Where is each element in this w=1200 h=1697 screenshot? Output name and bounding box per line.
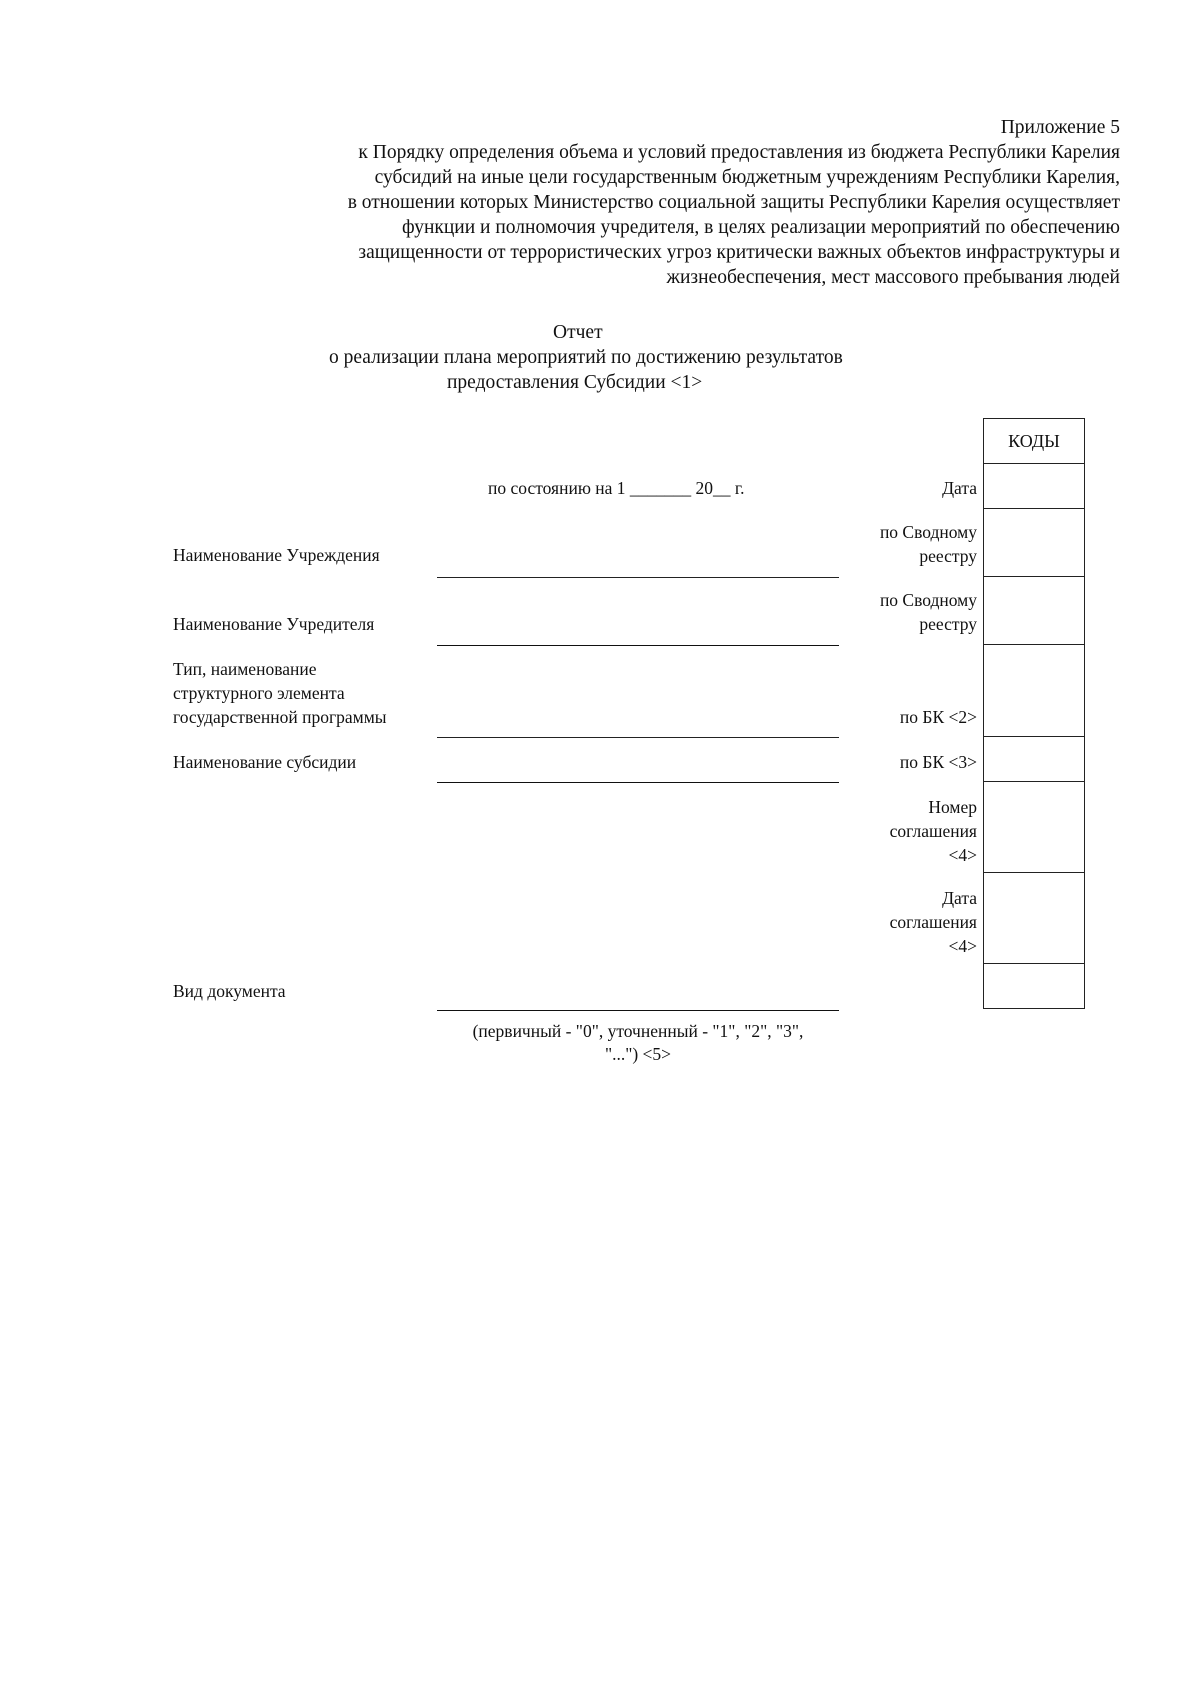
- doc-type-hint-line-1: (первичный - "0", уточненный - "1", "2", "3",: [472, 1021, 804, 1041]
- code-label-agreement-number: [890, 795, 977, 867]
- appendix-line-5: функции и полномочия учредителя, в целях реализации мероприятий по обеспечению: [402, 217, 1120, 238]
- code-label-agreement-number-line-3: <4>: [948, 845, 977, 865]
- appendix-line-3: субсидий на иные цели государственным бюджетным учреждениям Республики Карелия,: [374, 167, 1120, 188]
- code-label-date: Дата: [942, 478, 977, 498]
- code-label-registry-2-line-2: реестру: [919, 614, 977, 634]
- code-label-agreement-date-line-1: Дата: [942, 888, 977, 908]
- code-cell-agreement-date[interactable]: [984, 873, 1085, 964]
- appendix-note: [200, 115, 1120, 290]
- appendix-line-1: Приложение 5: [1000, 117, 1120, 138]
- program-label-line-2: структурного элемента: [173, 683, 345, 703]
- code-label-registry-1: [880, 520, 977, 568]
- code-label-registry-2-line-1: по Сводному: [879, 590, 977, 610]
- code-label-bk2: по БК <2>: [899, 707, 977, 727]
- program-field[interactable]: [437, 737, 839, 738]
- code-label-agreement-date-line-3: <4>: [948, 936, 977, 956]
- program-label-line-1: Тип, наименование: [173, 659, 317, 679]
- code-label-registry-1-line-2: реестру: [919, 546, 977, 566]
- code-cell-bk2[interactable]: [984, 645, 1085, 737]
- founder-label: Наименование Учредителя: [173, 614, 375, 634]
- doc-type-label: Вид документа: [173, 981, 286, 1001]
- codes-header: КОДЫ: [984, 419, 1085, 464]
- code-label-agreement-number-line-2: соглашения: [889, 821, 977, 841]
- code-label-agreement-date: [890, 886, 977, 958]
- appendix-line-2: к Порядку определения объема и условий предоставления из бюджета Республики Карелия: [358, 142, 1120, 163]
- appendix-line-4: в отношении которых Министерство социальной защиты Республики Карелия осуществляет: [347, 192, 1120, 213]
- code-cell-agreement-number[interactable]: [984, 782, 1085, 873]
- institution-label: Наименование Учреждения: [173, 545, 380, 565]
- code-label-registry-1-line-1: по Сводному: [879, 522, 977, 542]
- code-label-agreement-date-line-2: соглашения: [889, 912, 977, 932]
- report-subtitle-1: о реализации плана мероприятий по достижению результатов: [329, 347, 843, 368]
- appendix-line-6: защищенности от террористических угроз критически важных объектов инфраструктуры и: [358, 242, 1120, 263]
- report-subtitle-2: предоставления Субсидии <1>: [447, 372, 703, 393]
- codes-table: [983, 418, 1085, 1009]
- subsidy-label: Наименование субсидии: [173, 752, 357, 772]
- subsidy-field[interactable]: [437, 782, 839, 783]
- code-cell-doc-type[interactable]: [984, 964, 1085, 1009]
- institution-field[interactable]: [437, 577, 839, 578]
- code-cell-registry-1[interactable]: [984, 509, 1085, 577]
- code-label-agreement-number-line-1: Номер: [928, 797, 977, 817]
- code-cell-bk3[interactable]: [984, 737, 1085, 782]
- code-label-bk3: по БК <3>: [899, 752, 977, 772]
- doc-type-field[interactable]: [437, 1010, 839, 1011]
- program-label-line-3: государственной программы: [173, 707, 387, 727]
- code-label-registry-2: [880, 588, 977, 636]
- code-cell-registry-2[interactable]: [984, 577, 1085, 645]
- founder-field[interactable]: [437, 645, 839, 646]
- doc-type-hint-line-2: "...") <5>: [604, 1044, 672, 1064]
- doc-type-hint: [437, 1020, 839, 1066]
- appendix-line-7: жизнеобеспечения, мест массового пребывания людей: [666, 267, 1120, 288]
- code-cell-date[interactable]: [984, 464, 1085, 509]
- as-of-date: по состоянию на 1 _______ 20__ г.: [488, 478, 745, 498]
- report-title: Отчет: [553, 322, 603, 343]
